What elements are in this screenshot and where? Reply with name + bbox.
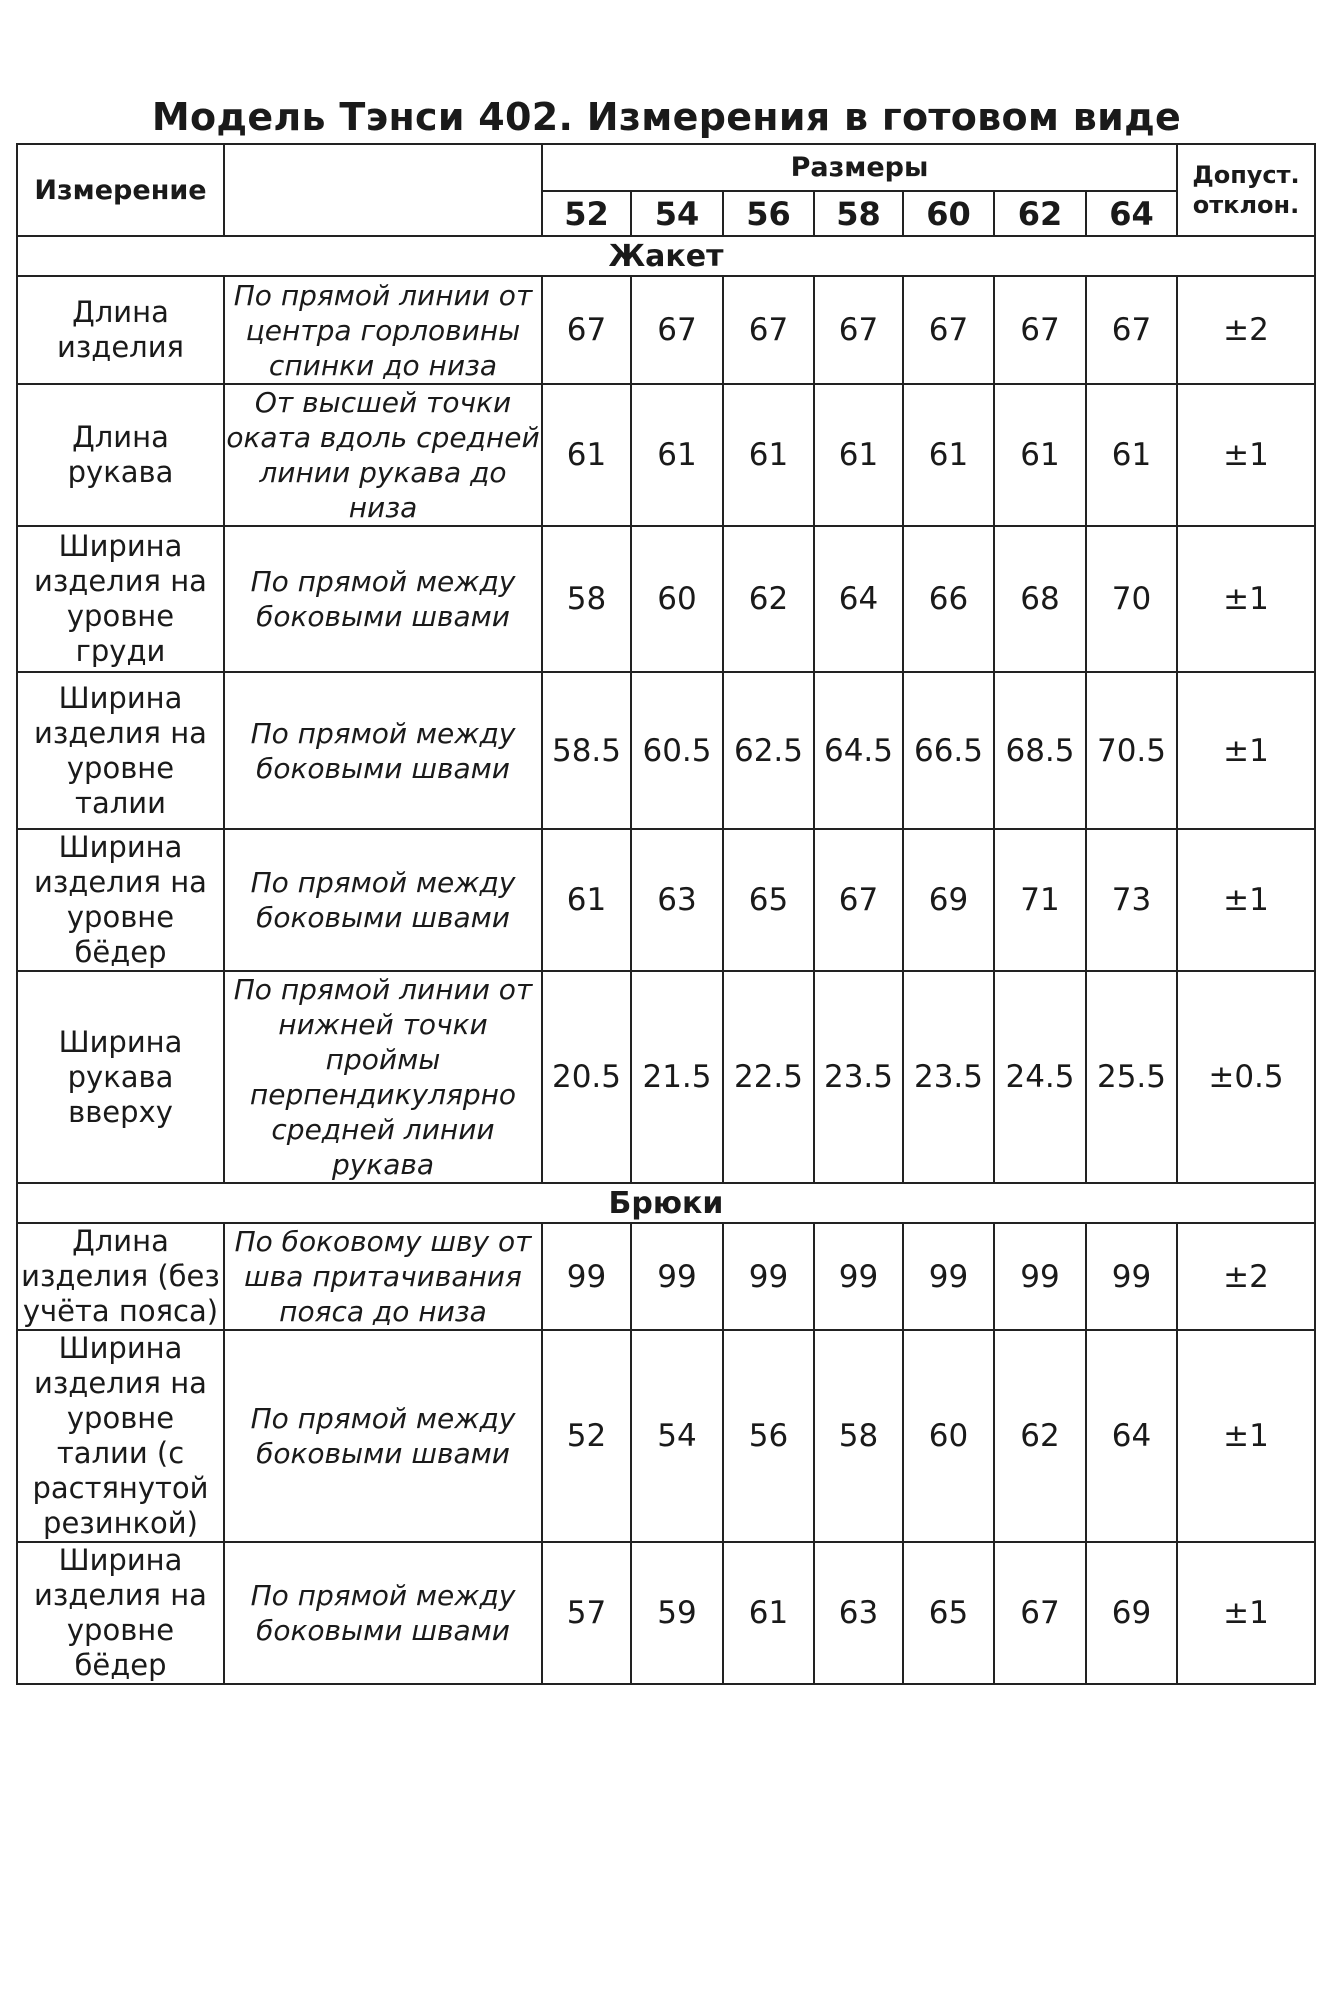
size-cell: 54 — [631, 191, 723, 236]
value-cell: 67 — [542, 276, 631, 384]
value-cell: 67 — [631, 276, 723, 384]
value-cell: 67 — [1086, 276, 1177, 384]
measurement-name: Ширина изделия на уровне бёдер — [17, 829, 224, 971]
value-cell: 67 — [903, 276, 994, 384]
measurement-description: По прямой линии от центра горловины спинки до низа — [224, 276, 542, 384]
size-cell: 58 — [814, 191, 903, 236]
measurement-description: По прямой между боковыми швами — [224, 526, 542, 672]
value-cell: 66 — [903, 526, 994, 672]
measurement-name: Длина рукава — [17, 384, 224, 526]
measurement-name: Длина изделия — [17, 276, 224, 384]
size-cell: 62 — [994, 191, 1086, 236]
tolerance-cell: ±1 — [1177, 384, 1315, 526]
tolerance-cell: ±1 — [1177, 1330, 1315, 1542]
section-title: Брюки — [17, 1183, 1315, 1223]
header-tolerance: Допуст. отклон. — [1177, 144, 1315, 236]
value-cell: 22.5 — [723, 971, 814, 1183]
measurement-description: По прямой между боковыми швами — [224, 1542, 542, 1684]
value-cell: 60 — [903, 1330, 994, 1542]
size-cell: 56 — [723, 191, 814, 236]
value-cell: 71 — [994, 829, 1086, 971]
value-cell: 63 — [631, 829, 723, 971]
measurement-description: По боковому шву от шва притачивания пояса до низа — [224, 1223, 542, 1330]
measurement-name: Ширина изделия на уровне талии (с растянутой резинкой) — [17, 1330, 224, 1542]
table-row — [17, 971, 1315, 1183]
value-cell: 99 — [723, 1223, 814, 1330]
value-cell: 23.5 — [903, 971, 994, 1183]
value-cell: 64 — [814, 526, 903, 672]
value-cell: 65 — [903, 1542, 994, 1684]
value-cell: 64 — [1086, 1330, 1177, 1542]
tolerance-cell: ±2 — [1177, 1223, 1315, 1330]
measurement-description: По прямой между боковыми швами — [224, 672, 542, 829]
value-cell: 20.5 — [542, 971, 631, 1183]
section-title: Жакет — [17, 236, 1315, 276]
value-cell: 61 — [542, 384, 631, 526]
value-cell: 69 — [903, 829, 994, 971]
value-cell: 99 — [542, 1223, 631, 1330]
value-cell: 61 — [723, 1542, 814, 1684]
value-cell: 58 — [814, 1330, 903, 1542]
value-cell: 62 — [723, 526, 814, 672]
value-cell: 70.5 — [1086, 672, 1177, 829]
value-cell: 25.5 — [1086, 971, 1177, 1183]
measurement-name: Ширина рукава вверху — [17, 971, 224, 1183]
measurement-description: От высшей точки оката вдоль средней линии рукава до низа — [224, 384, 542, 526]
value-cell: 70 — [1086, 526, 1177, 672]
measurement-description: По прямой линии от нижней точки проймы перпендикулярно средней линии рукава — [224, 971, 542, 1183]
size-cell: 60 — [903, 191, 994, 236]
measurement-description: По прямой между боковыми швами — [224, 829, 542, 971]
value-cell: 61 — [903, 384, 994, 526]
section-row — [17, 1183, 1315, 1223]
value-cell: 61 — [542, 829, 631, 971]
measurement-name: Длина изделия (без учёта пояса) — [17, 1223, 224, 1330]
value-cell: 61 — [631, 384, 723, 526]
value-cell: 60.5 — [631, 672, 723, 829]
value-cell: 56 — [723, 1330, 814, 1542]
value-cell: 64.5 — [814, 672, 903, 829]
table-row — [17, 526, 1315, 672]
value-cell: 99 — [994, 1223, 1086, 1330]
value-cell: 67 — [814, 829, 903, 971]
tolerance-cell: ±0.5 — [1177, 971, 1315, 1183]
value-cell: 69 — [1086, 1542, 1177, 1684]
measurement-name: Ширина изделия на уровне груди — [17, 526, 224, 672]
header-measurement: Измерение — [17, 144, 224, 236]
value-cell: 61 — [814, 384, 903, 526]
value-cell: 99 — [1086, 1223, 1177, 1330]
value-cell: 65 — [723, 829, 814, 971]
table-row — [17, 1330, 1315, 1542]
measurements-table — [16, 143, 1316, 1685]
tolerance-cell: ±1 — [1177, 1542, 1315, 1684]
value-cell: 67 — [723, 276, 814, 384]
value-cell: 67 — [994, 276, 1086, 384]
value-cell: 68 — [994, 526, 1086, 672]
value-cell: 61 — [994, 384, 1086, 526]
value-cell: 62 — [994, 1330, 1086, 1542]
value-cell: 68.5 — [994, 672, 1086, 829]
table-row — [17, 276, 1315, 384]
value-cell: 61 — [723, 384, 814, 526]
value-cell: 66.5 — [903, 672, 994, 829]
header-row — [17, 144, 1315, 191]
table-row — [17, 1542, 1315, 1684]
value-cell: 63 — [814, 1542, 903, 1684]
measurement-name: Ширина изделия на уровне талии — [17, 672, 224, 829]
table-row — [17, 829, 1315, 971]
table-row — [17, 672, 1315, 829]
value-cell: 21.5 — [631, 971, 723, 1183]
value-cell: 61 — [1086, 384, 1177, 526]
value-cell: 67 — [814, 276, 903, 384]
size-cell: 64 — [1086, 191, 1177, 236]
value-cell: 23.5 — [814, 971, 903, 1183]
value-cell: 59 — [631, 1542, 723, 1684]
tolerance-cell: ±1 — [1177, 829, 1315, 971]
value-cell: 73 — [1086, 829, 1177, 971]
tolerance-cell: ±1 — [1177, 526, 1315, 672]
value-cell: 99 — [903, 1223, 994, 1330]
value-cell: 67 — [994, 1542, 1086, 1684]
tolerance-cell: ±1 — [1177, 672, 1315, 829]
header-description — [224, 144, 542, 236]
value-cell: 52 — [542, 1330, 631, 1542]
header-sizes: Размеры — [542, 144, 1177, 191]
table-row — [17, 1223, 1315, 1330]
section-row — [17, 236, 1315, 276]
size-cell: 52 — [542, 191, 631, 236]
value-cell: 99 — [631, 1223, 723, 1330]
tolerance-cell: ±2 — [1177, 276, 1315, 384]
table-row — [17, 384, 1315, 526]
page-title: Модель Тэнси 402. Измерения в готовом виде — [151, 95, 1182, 139]
value-cell: 62.5 — [723, 672, 814, 829]
value-cell: 99 — [814, 1223, 903, 1330]
value-cell: 54 — [631, 1330, 723, 1542]
measurement-description: По прямой между боковыми швами — [224, 1330, 542, 1542]
measurement-name: Ширина изделия на уровне бёдер — [17, 1542, 224, 1684]
value-cell: 58 — [542, 526, 631, 672]
value-cell: 58.5 — [542, 672, 631, 829]
value-cell: 57 — [542, 1542, 631, 1684]
value-cell: 60 — [631, 526, 723, 672]
value-cell: 24.5 — [994, 971, 1086, 1183]
